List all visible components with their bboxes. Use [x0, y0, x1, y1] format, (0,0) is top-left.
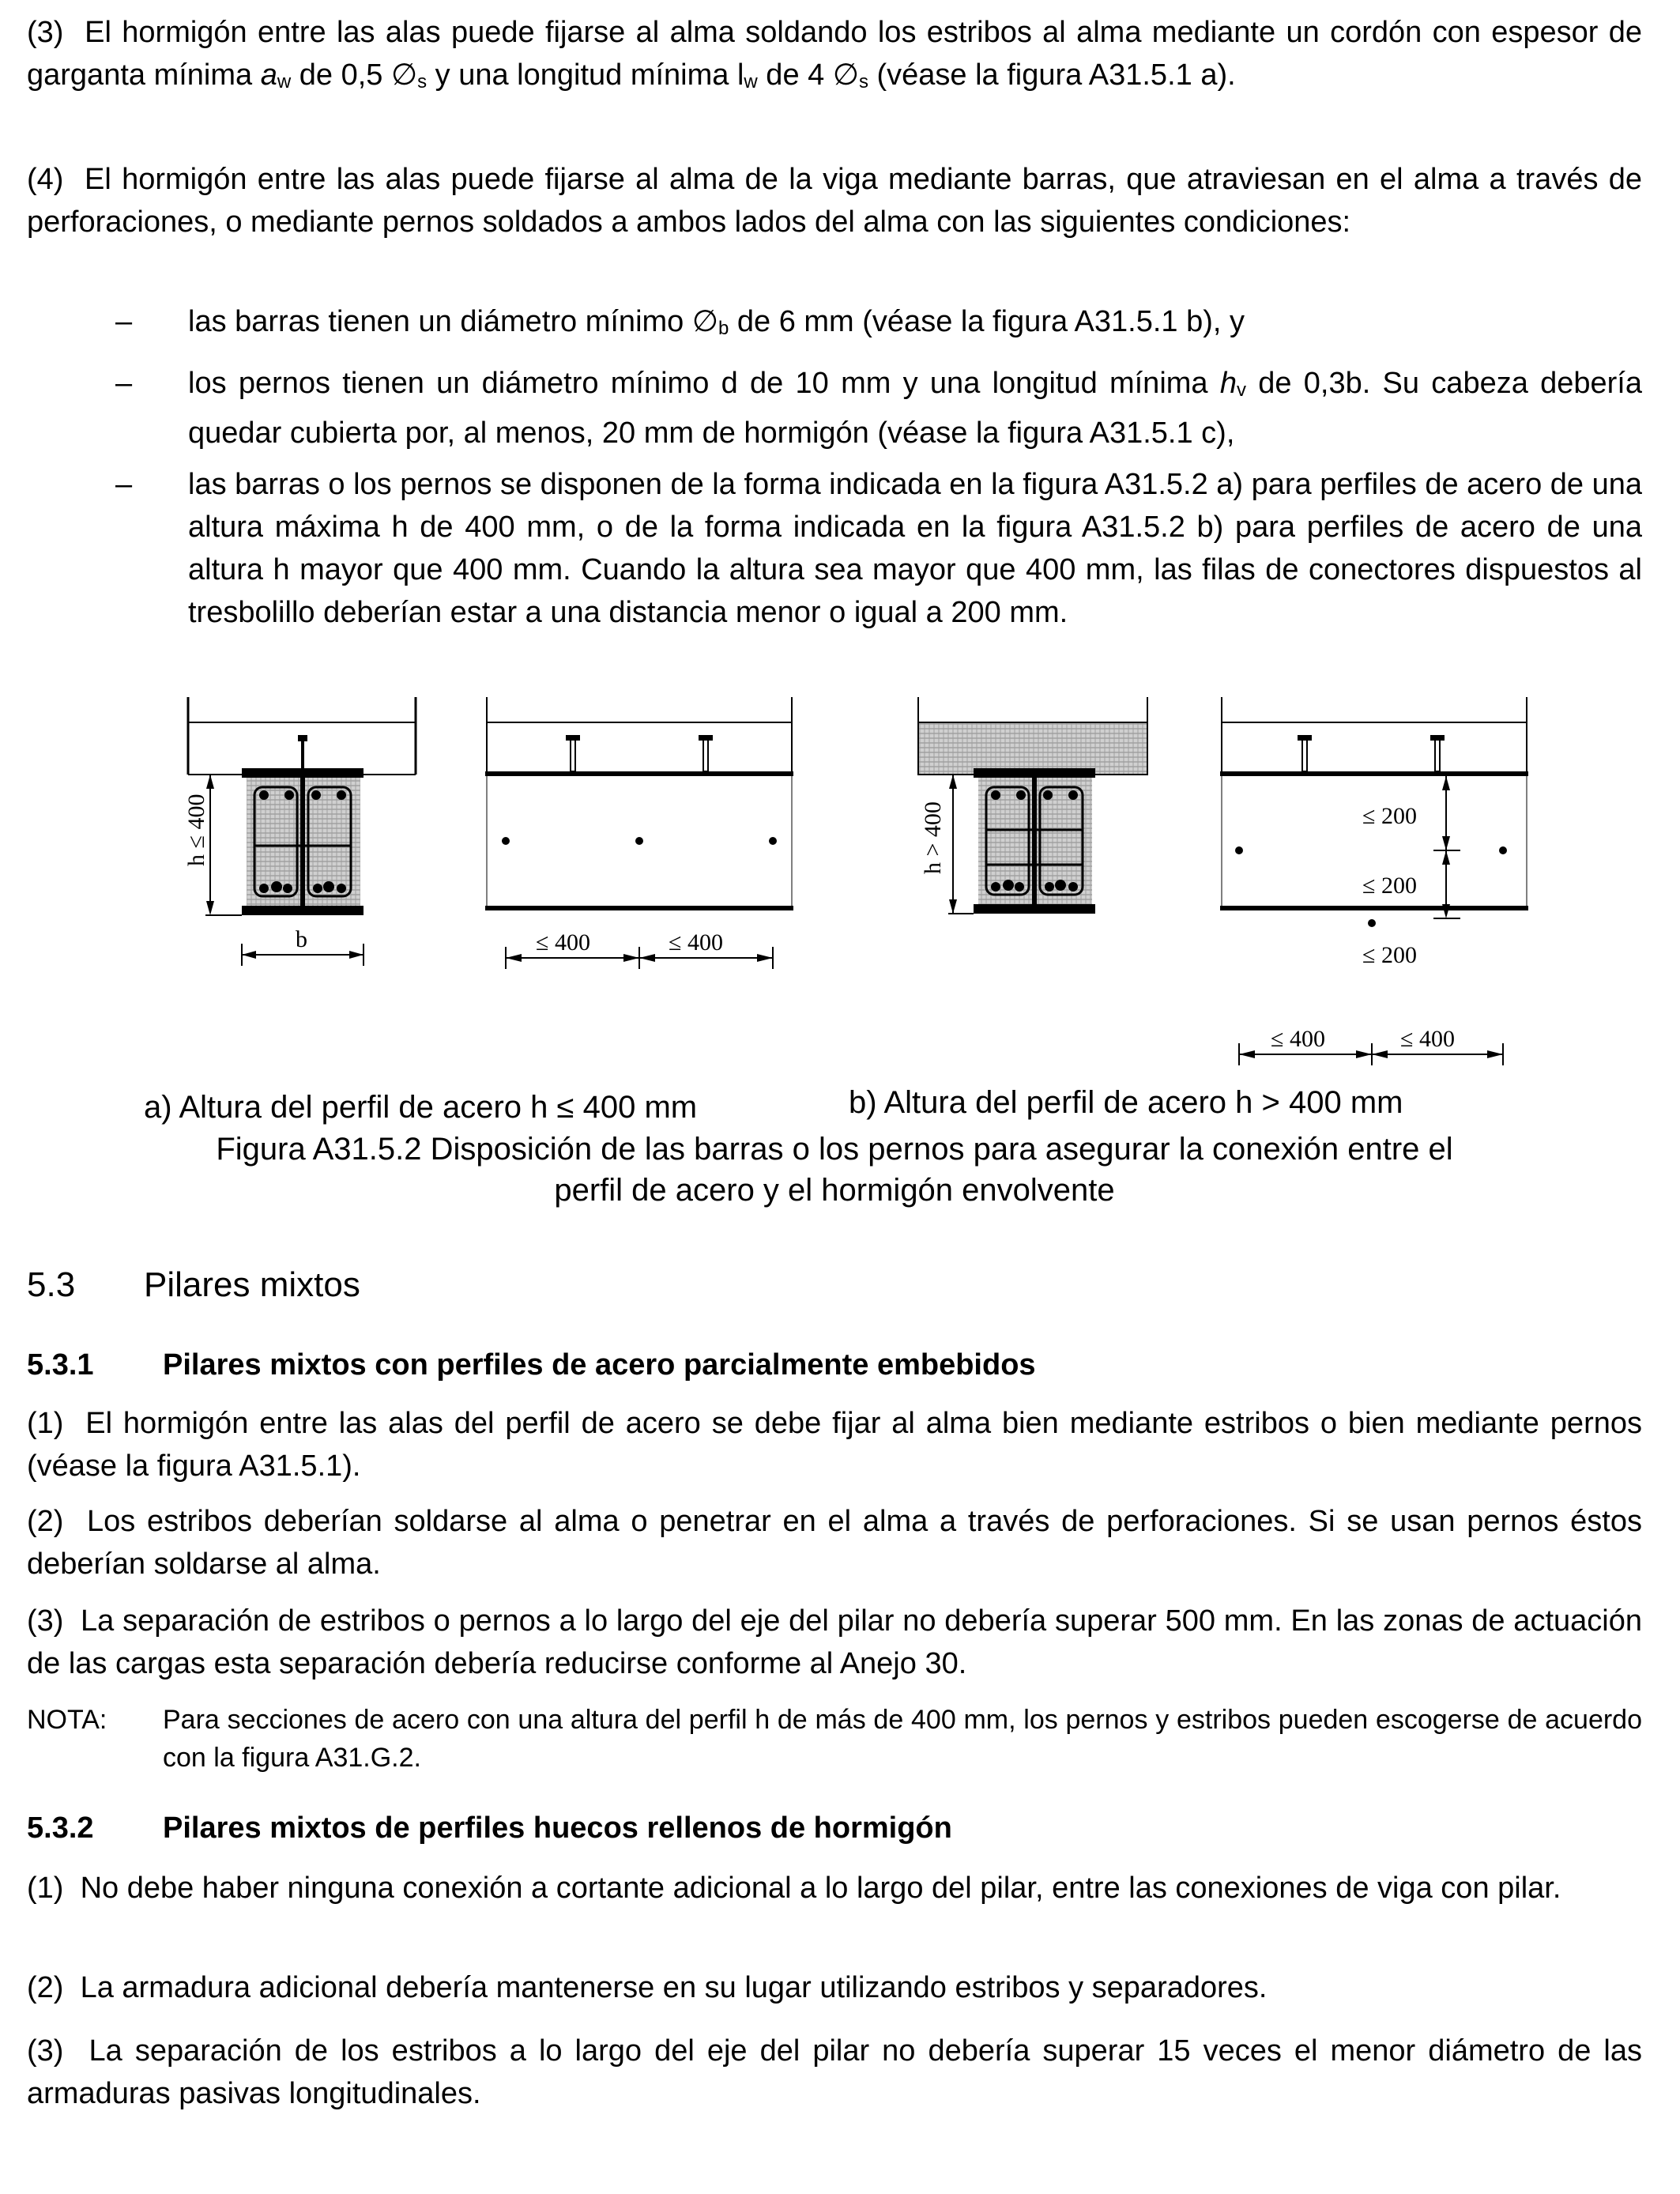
note-label: NOTA: — [27, 1705, 107, 1735]
paragraph-text: Los estribos deberían soldarse al alma o penetrar en el alma a través de perforaciones. Si se usan pernos éstos deberían soldarse al alma. — [27, 1505, 1642, 1581]
dim-label-spacing: ≤ 400 — [669, 929, 723, 956]
paragraph — [27, 1966, 1642, 2009]
dim-label-vertical: ≤ 200 — [1362, 873, 1417, 899]
paragraph-number: (1) — [27, 1407, 64, 1440]
section-a-elevation — [485, 697, 793, 969]
paragraph — [27, 2030, 1642, 2115]
symbol-a: a — [260, 58, 277, 92]
paragraph-number: (4) — [27, 163, 64, 196]
note-text: Para secciones de acero con una altura del perfil h de más de 400 mm, los pernos y estribos pueden escogerse de acuerdo con la figura A31.G.2. — [163, 1705, 1642, 1773]
section-b-cross — [918, 697, 1147, 914]
paragraph-text: La separación de estribos o pernos a lo largo del eje del pilar no debería superar 500 mm. En las zonas de actuación de las cargas esta separación debería reducirse conforme al Anejo 30. — [27, 1604, 1642, 1680]
paragraph-number: (2) — [27, 1505, 64, 1538]
section-title: Pilares mixtos — [144, 1265, 360, 1304]
subsection-number: 5.3.1 — [27, 1348, 94, 1382]
figure-title: Figura A31.5.2 Disposición de las barras o los pernos para asegurar la conexión entre el — [216, 1132, 1453, 1167]
paragraph-text: de 0,5 ∅ — [291, 58, 418, 92]
subscript: w — [744, 71, 758, 92]
figure-caption-b: b) Altura del perfil de acero h > 400 mm — [849, 1085, 1403, 1120]
paragraph-number: (3) — [27, 2034, 64, 2068]
paragraph-text: La separación de los estribos a lo largo del eje del pilar no debería superar 15 veces el menor diámetro de las armaduras pasivas longitudinales. — [27, 2034, 1642, 2110]
bullet-dash: – — [115, 305, 133, 338]
paragraph-number: (3) — [27, 16, 64, 49]
figure-title-line2: perfil de acero y el hormigón envolvente — [554, 1173, 1115, 1208]
text-run: las barras tienen un diámetro mínimo ∅ — [188, 305, 718, 338]
subsection-title: Pilares mixtos con perfiles de acero parcialmente embebidos — [163, 1348, 1036, 1382]
figure-caption-a: a) Altura del perfil de acero h ≤ 400 mm — [144, 1090, 698, 1125]
list-item-text — [188, 300, 1642, 350]
dim-label-h: h > 400 — [920, 801, 946, 874]
dim-label-spacing: ≤ 400 — [536, 929, 590, 956]
paragraph-text: El hormigón entre las alas del perfil de acero se debe fijar al alma bien mediante estribos o bien mediante pernos (véase la figura A31.5.1). — [27, 1407, 1642, 1483]
paragraph — [27, 1402, 1642, 1487]
paragraph-text: y una longitud mínima l — [427, 58, 744, 92]
section-b-elevation — [1220, 697, 1528, 1065]
paragraph — [27, 1500, 1642, 1585]
paragraph-text: (véase la figura A31.5.1 a). — [868, 58, 1236, 92]
subsection-number: 5.3.2 — [27, 1811, 94, 1845]
paragraph-4 — [27, 158, 1642, 243]
text-run: los pernos tienen un diámetro mínimo d de 10 mm y una longitud mínima — [188, 367, 1220, 400]
subscript: s — [858, 71, 868, 92]
paragraph — [27, 1867, 1642, 1909]
subscript: w — [277, 71, 292, 92]
dim-label-vertical: ≤ 200 — [1362, 803, 1417, 829]
bullet-dash: – — [115, 468, 133, 501]
paragraph-number: (2) — [27, 1971, 64, 2004]
dim-label-vertical: ≤ 200 — [1362, 942, 1417, 968]
list-item-text: las barras o los pernos se disponen de la forma indicada en la figura A31.5.2 a) para perfiles de acero de una altura máxima h de 400 mm, o de la forma indicada en la figura A31.5.2 b) para perfiles de acero de una altura h mayor que 400 mm. Cuando la altura sea mayor que 400 mm, las filas de conectores dispuestos al tresbolillo deberían estar a una distancia menor o igual a 200 mm. — [188, 468, 1642, 629]
section-a-cross — [183, 697, 416, 966]
paragraph — [27, 1600, 1642, 1685]
section-number: 5.3 — [27, 1265, 76, 1304]
subscript: b — [718, 318, 729, 339]
dim-label-b: b — [296, 926, 307, 952]
paragraph-text: de 4 ∅ — [757, 58, 859, 92]
dim-label-spacing: ≤ 400 — [1271, 1026, 1325, 1052]
dim-label-spacing: ≤ 400 — [1400, 1026, 1455, 1052]
paragraph-text: El hormigón entre las alas puede fijarse al alma soldando los estribos al alma mediante un cordón con espesor de garganta mínima — [27, 16, 1642, 92]
subscript: v — [1236, 379, 1246, 401]
paragraph-text: El hormigón entre las alas puede fijarse al alma de la viga mediante barras, que atraviesan en el alma a través de perforaciones, o mediante pernos soldados a ambos lados del alma con las siguientes condiciones: — [27, 163, 1643, 239]
text-run: de 6 mm (véase la figura A31.5.1 b), y — [729, 305, 1245, 338]
list-item-text — [188, 362, 1642, 454]
paragraph-text: No debe haber ninguna conexión a cortante adicional a lo largo del pilar, entre las conexiones de viga con pilar. — [80, 1872, 1561, 1905]
paragraph-number: (3) — [27, 1604, 64, 1638]
dim-label-h: h ≤ 400 — [183, 794, 209, 866]
paragraph-3 — [27, 11, 1642, 104]
subsection-title: Pilares mixtos de perfiles huecos rellenos de hormigón — [163, 1811, 952, 1845]
figure-a31-5-2 — [145, 694, 1536, 1065]
text-run: de 0,3b. Su cabeza debería quedar cubierta por, al menos, 20 mm de hormigón (véase la figura A31.5.1 c), — [188, 367, 1642, 450]
symbol-h: h — [1219, 367, 1237, 400]
paragraph-number: (1) — [27, 1872, 64, 1905]
subscript: s — [417, 71, 428, 92]
paragraph-text: La armadura adicional debería mantenerse en su lugar utilizando estribos y separadores. — [80, 1971, 1268, 2004]
bullet-dash: – — [115, 367, 133, 400]
